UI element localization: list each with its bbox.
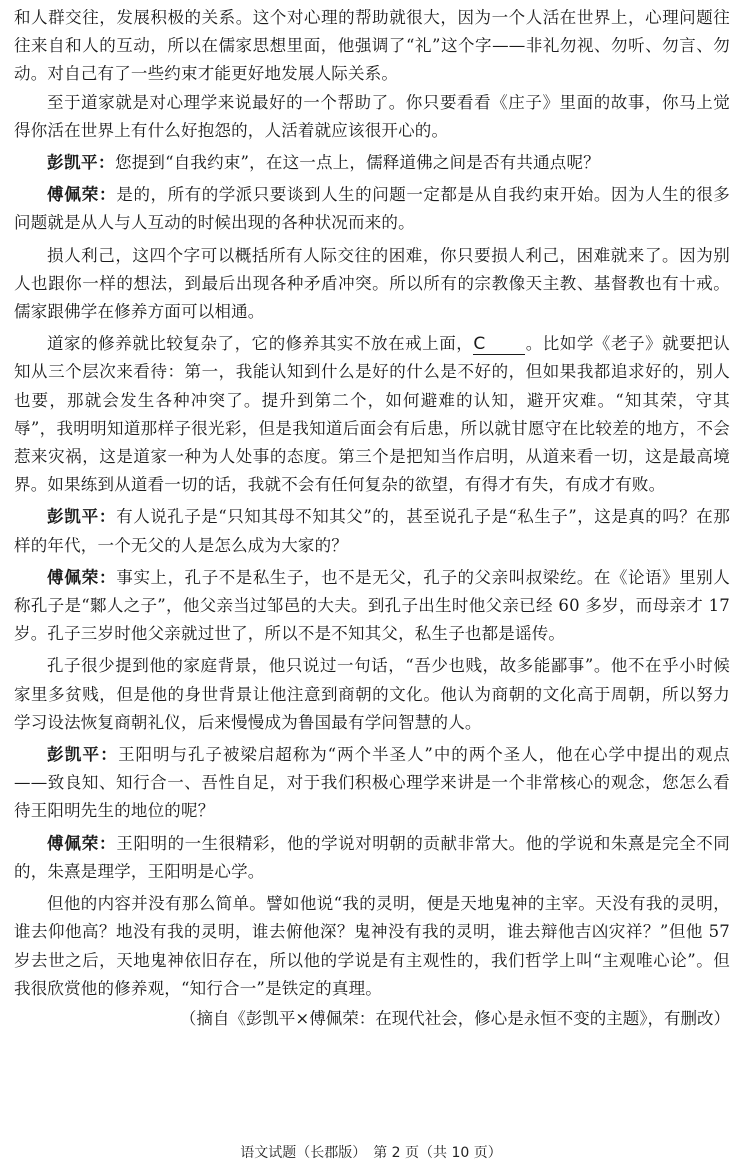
answer-blank: C xyxy=(473,334,525,355)
speaker-label: 傅佩荣： xyxy=(47,833,117,853)
source-citation: （摘自《彭凯平×傅佩荣：在现代社会，修心是永恒不变的主题》，有删改） xyxy=(179,1008,730,1028)
speaker-label: 彭凯平： xyxy=(47,507,117,527)
dialogue-text: 有人说孔子是“只知其母不知其父”的，甚至说孔子是“私生子”，这是真的吗？在那样的年代，一个无父的人是怎么成为大家的？ xyxy=(14,507,731,555)
dialogue-peng-3 xyxy=(14,741,730,826)
dialogue-peng-2 xyxy=(14,503,730,559)
dialogue-fu-1 xyxy=(14,181,730,237)
paragraph-1: 和人群交往，发展积极的关系。这个对心理的帮助就很大，因为一个人活在世界上，心理问题往往来自和人的互动，所以在儒家思想里面，他强调了“礼”这个字——非礼勿视、勿听、勿言、勿动。对自己有了一些约束才能更好地发展人际关系。 xyxy=(14,8,730,84)
document-body xyxy=(14,4,730,1049)
dialogue-peng-1 xyxy=(14,149,730,177)
paragraph-9: 孔子很少提到他的家庭背景，他只说过一句话，“吾少也贱，故多能鄙事”。他不在乎小时候家里多贫贱，但是他的身世背景让他注意到商朝的文化。他认为商朝的文化高于周朝，所以努力学习设法恢复商朝礼仪，后来慢慢成为鲁国最有学问智慧的人。 xyxy=(14,656,730,732)
speaker-label: 彭凯平： xyxy=(47,153,115,173)
dialogue-text: 王阳明的一生很精彩，他的学说对明朝的贡献非常大。他的学说和朱熹是完全不同的，朱熹是理学，王阳明是心学。 xyxy=(14,833,731,881)
speaker-label: 彭凯平： xyxy=(47,745,119,765)
dialogue-text: 事实上，孔子不是私生子，也不是无父，孔子的父亲叫叔梁纥。在《论语》里别人称孔子是“鄹人之子”，他父亲当过邹邑的大夫。到孔子出生时他父亲已经 60 多岁，而母亲才 17 岁。孔子三岁时他父亲就过世了，所以不是不知其父，私生子也都是谣传。 xyxy=(14,567,731,644)
page-footer: 语文试题（长郡版） 第 2 页（共 10 页） xyxy=(240,1145,502,1161)
paragraph-2: 至于道家就是对心理学来说最好的一个帮助了。你只要看看《庄子》里面的故事，你马上觉得你活在世界上有什么好抱怨的，人活着就应该很开心的。 xyxy=(14,92,730,140)
paragraph-5: 损人利己，这四个字可以概括所有人际交往的困难，你只要损人利己，困难就来了。因为别人也跟你一样的想法，到最后出现各种矛盾冲突。所以所有的宗教像天主教、基督教也有十戒。儒家跟佛学在修养方面可以相通。 xyxy=(14,245,730,322)
paragraph-12: 但他的内容并没有那么简单。譬如他说“我的灵明，便是天地鬼神的主宰。天没有我的灵明，谁去仰他高？地没有我的灵明，谁去俯他深？鬼神没有我的灵明，谁去辩他吉凶灾祥？”但他 57 岁去世之后，天地鬼神依旧存在，所以他的学说是有主观性的，我们哲学上叫“主观唯心论”。但我很欣赏他的修养观，“知行合一”是铁定的真理。 xyxy=(14,894,730,998)
speaker-label: 傅佩荣： xyxy=(47,567,117,587)
dialogue-text: 您提到“自我约束”，在这一点上，儒释道佛之间是否有共通点呢？ xyxy=(115,153,600,173)
dialogue-fu-2 xyxy=(14,564,730,649)
speaker-label: 傅佩荣： xyxy=(47,185,117,205)
dialogue-text: 王阳明与孔子被梁启超称为“两个半圣人”中的两个圣人，他在心学中提出的观点——致良知、知行合一、吾性自足，对于我们积极心理学来讲是一个非常核心的观念，您怎么看待王阳明先生的地位的呢？ xyxy=(14,745,731,821)
dialogue-fu-3 xyxy=(14,830,730,886)
paragraph-text: 道家的修养就比较复杂了，它的修养其实不放在戒上面， xyxy=(47,334,474,354)
dialogue-text: 是的，所有的学派只要谈到人生的问题一定都是从自我约束开始。因为人生的很多问题就是从人与人互动的时候出现的各种状况而来的。 xyxy=(14,185,731,233)
paragraph-text: 。比如学《老子》就要把认知从三个层次来看待：第一，我能认知到什么是好的什么是不好的，但如果我都追求好的，别人也要，那就会发生各种冲突了。提升到第二个，如何避难的认知，避开灾难。“知其荣，守其辱”，我明明知道那样子很光彩，但是我知道后面会有后患，所以就甘愿守在比较差的地方，不会惹来灾祸，这是道家一种为人处事的态度。第三个是把知当作启明，从道来看一切，这是最高境界。如果练到从道看一切的话，我就不会有任何复杂的欲望，有得才有失，有成才有败。 xyxy=(14,334,731,495)
paragraph-6 xyxy=(14,330,730,499)
